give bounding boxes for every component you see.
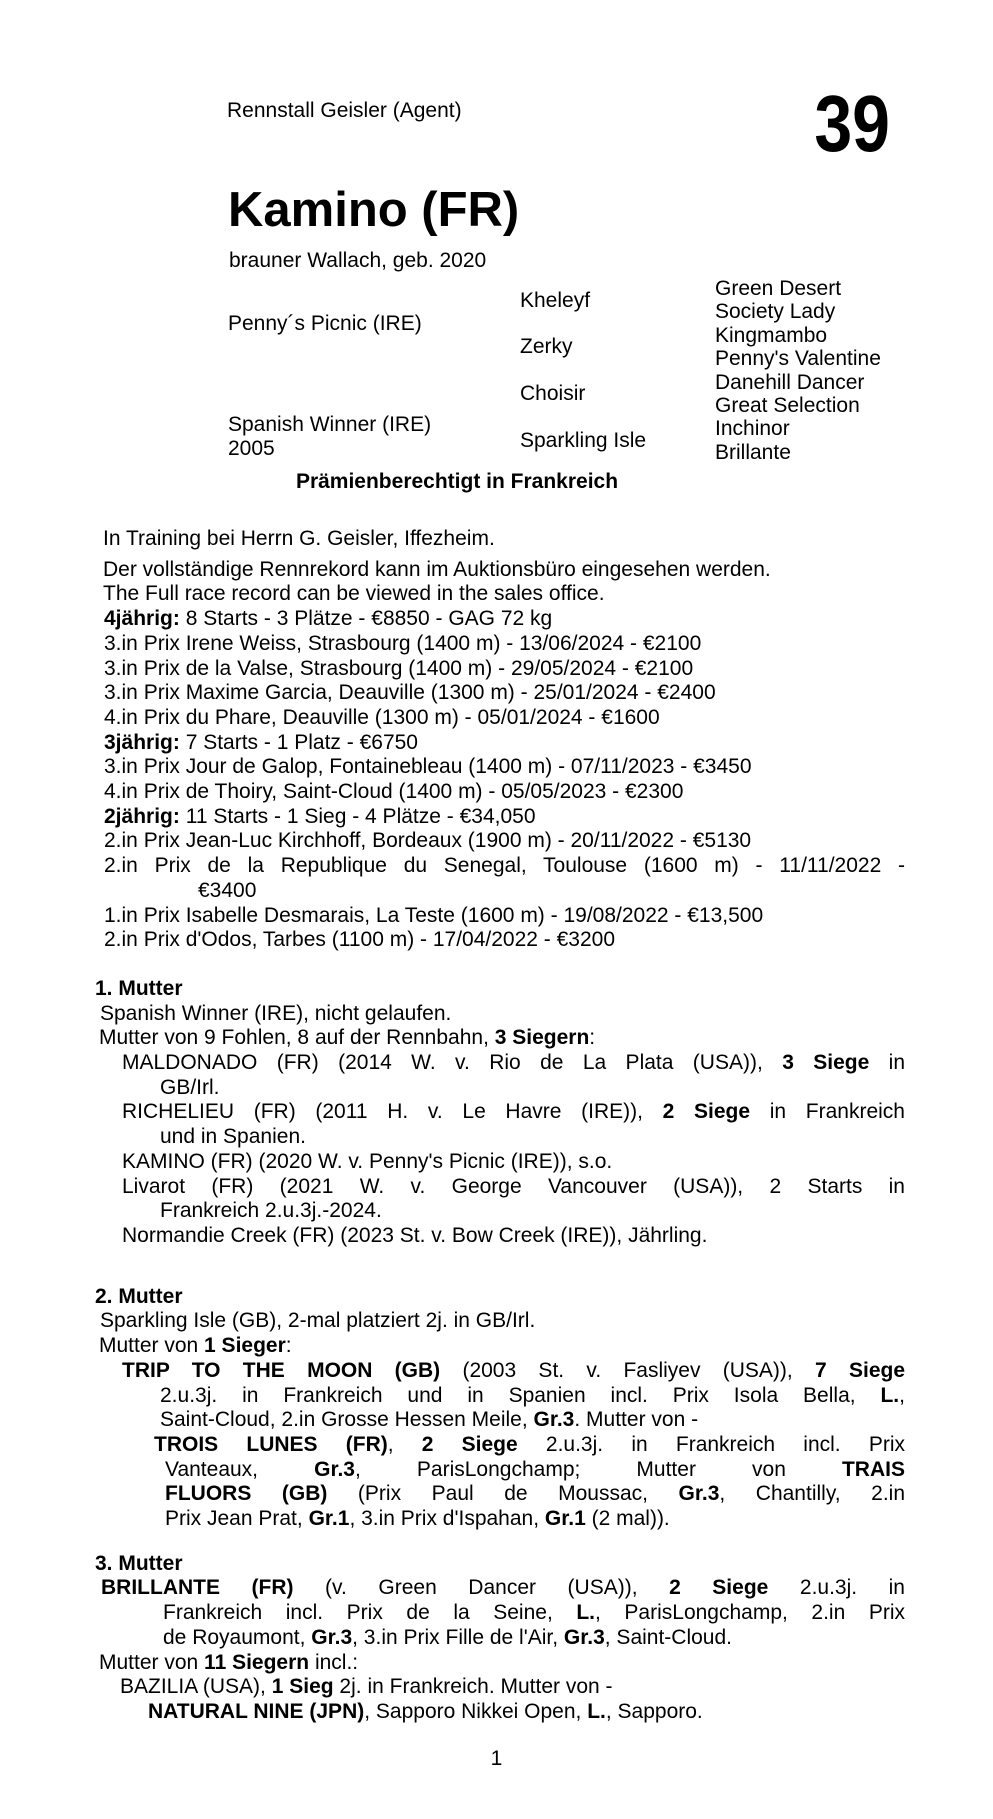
- pedigree-gen3-item: Inchinor: [715, 417, 790, 441]
- produce-entry: Livarot (FR) (2021 W. v. George Vancouver (USA)), 2 Starts in Frankreich 2.u.3j.-2024.: [122, 1174, 905, 1223]
- pedigree-sire-sire: Kheleyf: [520, 288, 591, 312]
- horse-name: Kamino (FR): [228, 183, 520, 237]
- pedigree-sire: Penny´s Picnic (IRE): [228, 312, 422, 336]
- page-body: [0, 527, 993, 1771]
- training-note: In Training bei Herrn G. Geisler, Iffezheim.: [103, 527, 495, 550]
- consignor-name: Rennstall Geisler (Agent): [227, 99, 462, 122]
- produce-entry: KAMINO (FR) (2020 W. v. Penny's Picnic (IRE)), s.o.: [122, 1149, 613, 1173]
- pedigree-gen3-item: Penny's Valentine: [715, 347, 881, 371]
- produce-entry: BAZILIA (USA), 1 Sieg 2j. in Frankreich. Mutter von -: [120, 1675, 613, 1699]
- race-record-note-de: Der vollständige Rennrekord kann im Auktionsbüro eingesehen werden.: [103, 557, 771, 581]
- race-record-line: 4jährig: 8 Starts - 3 Plätze - €8850 - GAG 72 kg: [104, 607, 553, 631]
- pedigree-gen3-item: Danehill Dancer: [715, 370, 865, 394]
- race-record-line: 3.in Prix de la Valse, Strasbourg (1400 m) - 29/05/2024 - €2100: [104, 656, 694, 680]
- pedigree-dam: [228, 371, 520, 465]
- produce-intro: Mutter von 11 Siegern incl.:: [99, 1650, 359, 1674]
- race-record-line: 4.in Prix du Phare, Deauville (1300 m) - 05/01/2024 - €1600: [104, 705, 660, 729]
- pedigree-dam-year: 2005: [228, 436, 275, 460]
- produce-entry: NATURAL NINE (JPN), Sapporo Nikkei Open, L., Sapporo.: [148, 1699, 703, 1723]
- pedigree-gen3-item: Kingmambo: [715, 323, 828, 347]
- produce-intro: Mutter von 9 Fohlen, 8 auf der Rennbahn, 3 Siegern:: [99, 1026, 596, 1050]
- produce-intro: Mutter von 1 Sieger:: [99, 1334, 292, 1358]
- race-record-line: 1.in Prix Isabelle Desmarais, La Teste (1600 m) - 19/08/2022 - €13,500: [104, 903, 764, 927]
- pedigree-dam-dam: Sparkling Isle: [520, 429, 647, 453]
- section-heading-1st-dam: 1. Mutter: [95, 976, 183, 1000]
- dam-status-line: Sparkling Isle (GB), 2-mal platziert 2j. in GB/Irl.: [100, 1309, 536, 1333]
- produce-entry: Normandie Creek (FR) (2023 St. v. Bow Creek (IRE)), Jährling.: [122, 1223, 708, 1247]
- pedigree-gen3-item: Brillante: [715, 440, 791, 464]
- horse-details: brauner Wallach, geb. 2020: [229, 249, 487, 272]
- race-record-line: 3.in Prix Jour de Galop, Fontainebleau (1400 m) - 07/11/2023 - €3450: [104, 755, 752, 779]
- dam-status-line: BRILLANTE (FR) (v. Green Dancer (USA)), 2 Siege 2.u.3j. in Frankreich incl. Prix de la Seine, L., ParisLongchamp, 2.in Prix de Royaumont, Gr.3, 3.in Prix Fille de l'Air, Gr.3, Saint-Cloud.: [101, 1576, 905, 1649]
- race-record-note-en: The Full race record can be viewed in the sales office.: [103, 582, 605, 606]
- race-record-line: 2jährig: 11 Starts - 1 Sieg - 4 Plätze - €34,050: [104, 804, 536, 828]
- pedigree-gen3-item: Society Lady: [715, 300, 836, 324]
- race-record-line: 3jährig: 7 Starts - 1 Platz - €6750: [104, 730, 418, 754]
- produce-entry: TRIP TO THE MOON (GB) (2003 St. v. Fasliyev (USA)), 7 Siege 2.u.3j. in Frankreich und in Spanien incl. Prix Isola Bella, L., Saint-Cloud, 2.in Grosse Hessen Meile, Gr.3. Mutter von -: [122, 1358, 905, 1432]
- pedigree-dam-sire: Choisir: [520, 382, 586, 406]
- dam-status-line: Spanish Winner (IRE), nicht gelaufen.: [100, 1001, 452, 1025]
- pedigree-gen3-item: Great Selection: [715, 393, 860, 417]
- race-record-line: 2.in Prix de la Republique du Senegal, Toulouse (1600 m) - 11/11/2022 - €3400: [104, 854, 905, 902]
- section-heading-3rd-dam: 3. Mutter: [95, 1551, 183, 1575]
- section-heading-2nd-dam: 2. Mutter: [95, 1284, 183, 1308]
- premium-note: Prämienberechtigt in Frankreich: [295, 470, 619, 493]
- produce-entry: RICHELIEU (FR) (2011 H. v. Le Havre (IRE)), 2 Siege in Frankreich und in Spanien.: [122, 1100, 905, 1149]
- pedigree-table: [228, 277, 881, 464]
- produce-entry: TROIS LUNES (FR), 2 Siege 2.u.3j. in Frankreich incl. Prix Vanteaux, Gr.3, ParisLongchamp; Mutter von TRAIS FLUORS (GB) (Prix Paul de Moussac, Gr.3, Chantilly, 2.in Prix Jean Prat, Gr.1, 3.in Prix d'Ispahan, Gr.1 (2 mal)).: [154, 1432, 906, 1531]
- produce-entry: MALDONADO (FR) (2014 W. v. Rio de La Plata (USA)), 3 Siege in GB/Irl.: [122, 1051, 906, 1099]
- lot-number: 39: [814, 79, 890, 168]
- race-record-line: 3.in Prix Maxime Garcia, Deauville (1300 m) - 25/01/2024 - €2400: [104, 681, 716, 705]
- race-record-line: 4.in Prix de Thoiry, Saint-Cloud (1400 m) - 05/05/2023 - €2300: [104, 780, 684, 804]
- pedigree-gen3-item: Green Desert: [715, 277, 842, 300]
- pedigree-dam-name: Spanish Winner (IRE): [228, 413, 432, 437]
- race-record-line: 3.in Prix Irene Weiss, Strasbourg (1400 m) - 13/06/2024 - €2100: [104, 631, 702, 655]
- race-record-line: 2.in Prix Jean-Luc Kirchhoff, Bordeaux (1900 m) - 20/11/2022 - €5130: [104, 829, 752, 853]
- pedigree-sire-dam: Zerky: [520, 335, 573, 359]
- race-record-line: 2.in Prix d'Odos, Tarbes (1100 m) - 17/04/2022 - €3200: [104, 928, 616, 952]
- page-number: 1: [490, 1746, 503, 1770]
